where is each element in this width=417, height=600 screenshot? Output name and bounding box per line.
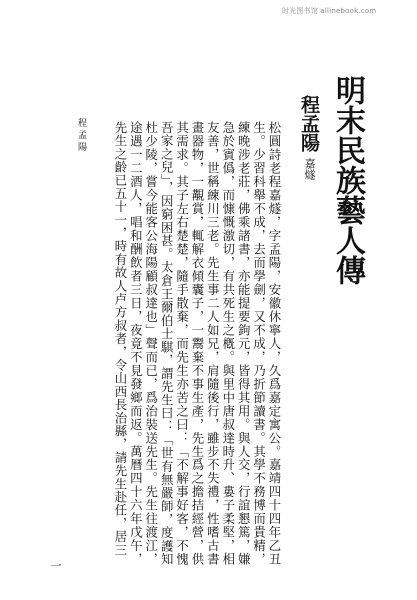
document-title: 明末民族藝人傳	[330, 75, 365, 285]
body-paragraph: 松圓詩老程嘉燧，字孟陽，安徽休寧人，久爲嘉定寓公。嘉靖四十四年乙丑生。少習科舉不成，去而學劍，又不成，乃折節讀書。其學不務博而貴精，練晚涉老莊，佛乘諸書，亦能提要鉤元，皆得其用。與人交，行誼懇篤，嫌急於賓僞，而慷慨激切，有共死生之槪。與里中唐叔達時升、婁子柔堅，相友善，世稱練川三老。先生事二人如兄，肩隨後行，雖步不失禮，性嗜古書畫器物，一覯賞，輒解衣傾囊子，一鬻棄不事生產，先生爲之擔拮經營，供其需求。其子左右楚楚，隨手散棄，而先生亦苦之曰：「不解事好客，不愧吾家之兒」，因窮困甚。太倉王爾伯士騏，謂先生曰：「世有無嚴師，度護知杜少陵，嘗今能客公海陽顧叔達也」聲而已，爲治裝送先生。先生往渡江，途遇一二酒人，唱和酬飲者三日，夜竟不見發鄉而返。萬曆四十六年戊午，先生之齡已五十一，時有故人卢方叔者，令山西長治縣，請先生赴任，居三	[112, 121, 282, 566]
running-head: 程孟陽	[76, 118, 86, 154]
watermark-text: 时光图书馆 allinebook.com	[282, 7, 377, 15]
author-heading	[291, 95, 321, 180]
body-text	[47, 121, 282, 566]
page-number: 一	[49, 560, 62, 571]
author-name: 程孟陽	[298, 95, 320, 152]
author-courtesy-name: 嘉燧	[303, 158, 316, 180]
